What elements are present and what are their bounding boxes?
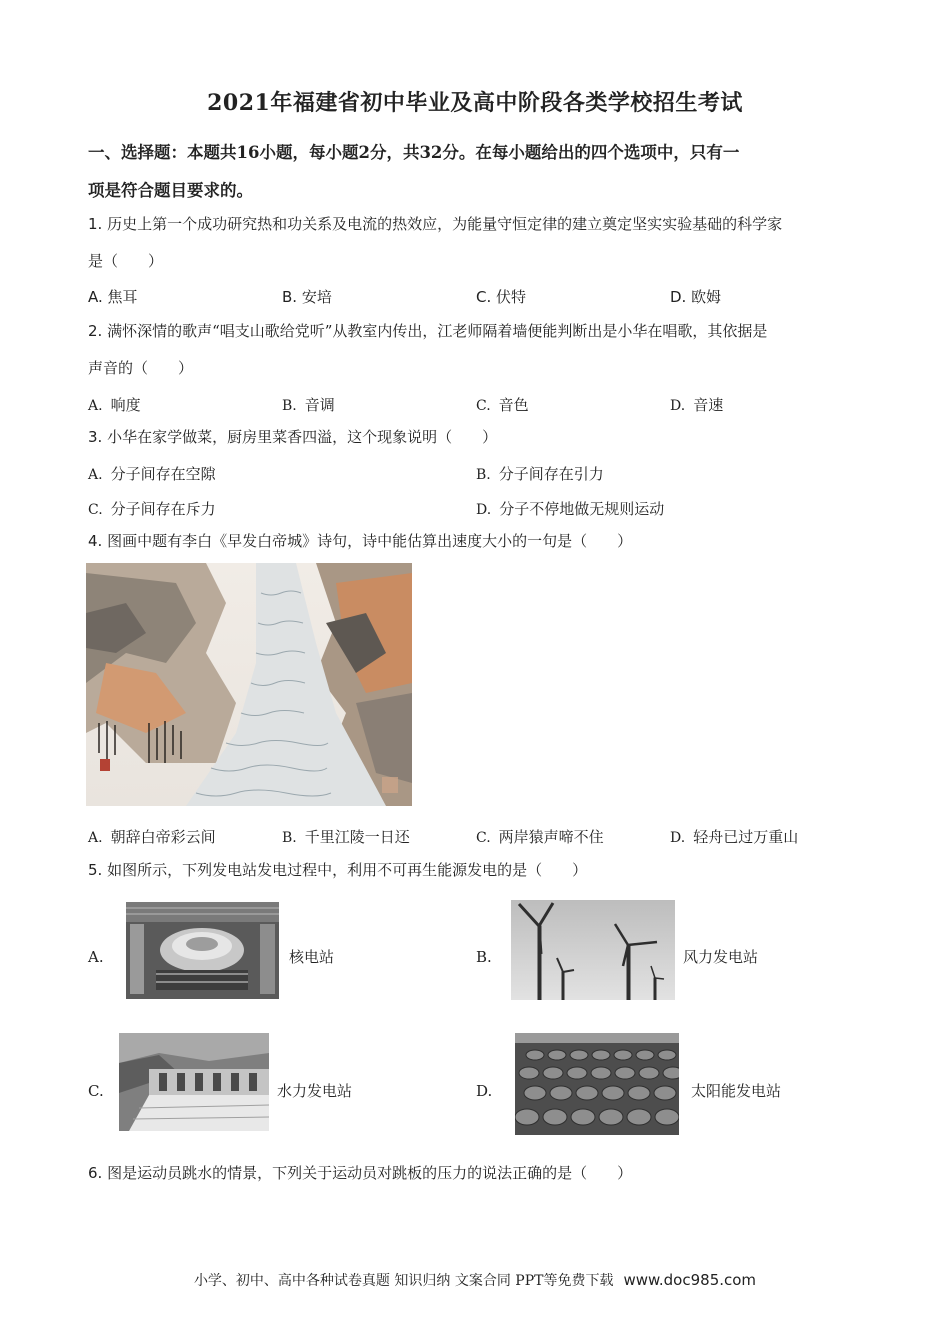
option-text: 轻舟已过万重山 bbox=[693, 828, 799, 846]
question-3-stem: 小华在家学做菜，厨房里菜香四溢，这个现象说明（ ） bbox=[102, 428, 498, 446]
option-letter: B. bbox=[476, 467, 491, 483]
wind-farm-image bbox=[511, 900, 675, 1000]
question-4-number: 4. bbox=[88, 532, 103, 550]
question-5-option-a-label[interactable]: 核电站 bbox=[289, 948, 335, 966]
question-2-number: 2. bbox=[88, 322, 103, 340]
question-5-number: 5. bbox=[88, 861, 103, 879]
option-letter: A. bbox=[88, 830, 103, 846]
option-text: 两岸猿声啼不住 bbox=[498, 828, 604, 846]
option-letter: A. bbox=[88, 398, 103, 414]
question-1-number: 1. bbox=[88, 215, 103, 233]
question-6-number: 6. bbox=[88, 1164, 103, 1182]
question-5-option-b-letter[interactable]: B. bbox=[476, 948, 492, 966]
question-4-stem: 图画中题有李白《早发白帝城》诗句，诗中能估算出速度大小的一句是（ ） bbox=[102, 532, 633, 550]
option-text: 分子不停地做无规则运动 bbox=[499, 500, 665, 518]
section-heading bbox=[88, 134, 868, 210]
question-6-stem: 图是运动员跳水的情景，下列关于运动员对跳板的压力的说法正确的是（ ） bbox=[102, 1164, 633, 1182]
question-3 bbox=[88, 419, 870, 456]
landscape-painting-image bbox=[86, 563, 412, 806]
question-5 bbox=[88, 852, 870, 889]
question-4-option-a[interactable] bbox=[88, 825, 216, 850]
option-text: 朝辞白帝彩云间 bbox=[110, 828, 216, 846]
option-text: 音速 bbox=[693, 396, 724, 414]
section-heading-line-2: 项是符合题目要求的。 bbox=[88, 181, 253, 200]
option-text: 伏特 bbox=[491, 288, 527, 306]
question-2-option-b[interactable] bbox=[282, 393, 335, 418]
option-letter: B. bbox=[282, 398, 297, 414]
option-text: 安培 bbox=[297, 288, 332, 306]
nuclear-plant-image bbox=[126, 902, 279, 999]
hydro-plant-image bbox=[119, 1033, 269, 1131]
footer-url[interactable]: www.doc985.com bbox=[623, 1271, 757, 1289]
question-1-option-b[interactable] bbox=[282, 285, 332, 309]
option-letter: A. bbox=[88, 467, 103, 483]
option-text: 千里江陵一日还 bbox=[304, 828, 410, 846]
question-4-option-c[interactable] bbox=[476, 825, 604, 850]
exam-title: 2021年福建省初中毕业及高中阶段各类学校招生考试 bbox=[207, 90, 743, 116]
question-5-option-c-letter[interactable]: C. bbox=[88, 1082, 104, 1100]
question-2-stem-line-2: 声音的（ ） bbox=[88, 359, 194, 377]
option-text: 音调 bbox=[304, 396, 335, 414]
question-1-option-a[interactable] bbox=[88, 285, 138, 309]
option-text: 音色 bbox=[498, 396, 529, 414]
question-1-stem-line-2: 是（ ） bbox=[88, 252, 164, 270]
question-5-option-d-label[interactable]: 太阳能发电站 bbox=[691, 1082, 782, 1100]
question-5-option-a-letter[interactable]: A. bbox=[88, 948, 104, 966]
option-letter: A. bbox=[88, 288, 103, 306]
question-2-option-d[interactable] bbox=[670, 393, 723, 418]
question-4-option-d[interactable] bbox=[670, 825, 798, 850]
option-text: 分子间存在斥力 bbox=[110, 500, 216, 518]
question-1-option-d[interactable] bbox=[670, 285, 721, 309]
option-letter: C. bbox=[88, 502, 103, 518]
option-text: 分子间存在引力 bbox=[498, 465, 604, 483]
question-3-option-d[interactable] bbox=[476, 497, 664, 522]
option-text: 焦耳 bbox=[102, 288, 138, 306]
option-letter: C. bbox=[476, 398, 491, 414]
question-2-stem-line-1: 满怀深情的歌声“唱支山歌给党听”从教室内传出，江老师隔着墙便能判断出是小华在唱歌，其依据是 bbox=[102, 322, 768, 340]
section-heading-line-1: 一、选择题：本题共16小题，每小题2分，共32分。在每小题给出的四个选项中，只有一 bbox=[88, 143, 740, 162]
question-3-option-b[interactable] bbox=[476, 462, 604, 487]
option-letter: C. bbox=[476, 288, 492, 306]
option-text: 欧姆 bbox=[686, 288, 722, 306]
option-letter: C. bbox=[476, 830, 491, 846]
question-5-option-b-label[interactable]: 风力发电站 bbox=[683, 948, 759, 966]
question-1-option-c[interactable] bbox=[476, 285, 526, 309]
question-3-number: 3. bbox=[88, 428, 103, 446]
option-letter: D. bbox=[670, 288, 687, 306]
question-2 bbox=[88, 313, 870, 387]
question-5-option-d-letter[interactable]: D. bbox=[476, 1082, 493, 1100]
question-5-option-c-label[interactable]: 水力发电站 bbox=[277, 1082, 353, 1100]
option-letter: B. bbox=[282, 288, 298, 306]
question-4-option-b[interactable] bbox=[282, 825, 410, 850]
question-4 bbox=[88, 523, 870, 560]
option-letter: D. bbox=[670, 830, 686, 846]
question-1 bbox=[88, 206, 870, 280]
option-letter: D. bbox=[670, 398, 686, 414]
solar-plant-image bbox=[515, 1033, 679, 1135]
question-5-stem: 如图所示，下列发电站发电过程中，利用不可再生能源发电的是（ ） bbox=[102, 861, 588, 879]
question-3-option-c[interactable] bbox=[88, 497, 216, 522]
option-letter: B. bbox=[282, 830, 297, 846]
page-footer bbox=[0, 1270, 950, 1290]
option-text: 响度 bbox=[110, 396, 141, 414]
footer-text: 小学、初中、高中各种试卷真题 知识归纳 文案合同 PPT等免费下载 bbox=[193, 1273, 614, 1289]
option-letter: D. bbox=[476, 502, 492, 518]
question-2-option-a[interactable] bbox=[88, 393, 141, 418]
question-6 bbox=[88, 1155, 870, 1192]
question-3-option-a[interactable] bbox=[88, 462, 216, 487]
question-1-stem-line-1: 历史上第一个成功研究热和功关系及电流的热效应，为能量守恒定律的建立奠定坚实实验基础的科学家 bbox=[102, 215, 783, 233]
option-text: 分子间存在空隙 bbox=[110, 465, 216, 483]
question-2-option-c[interactable] bbox=[476, 393, 529, 418]
